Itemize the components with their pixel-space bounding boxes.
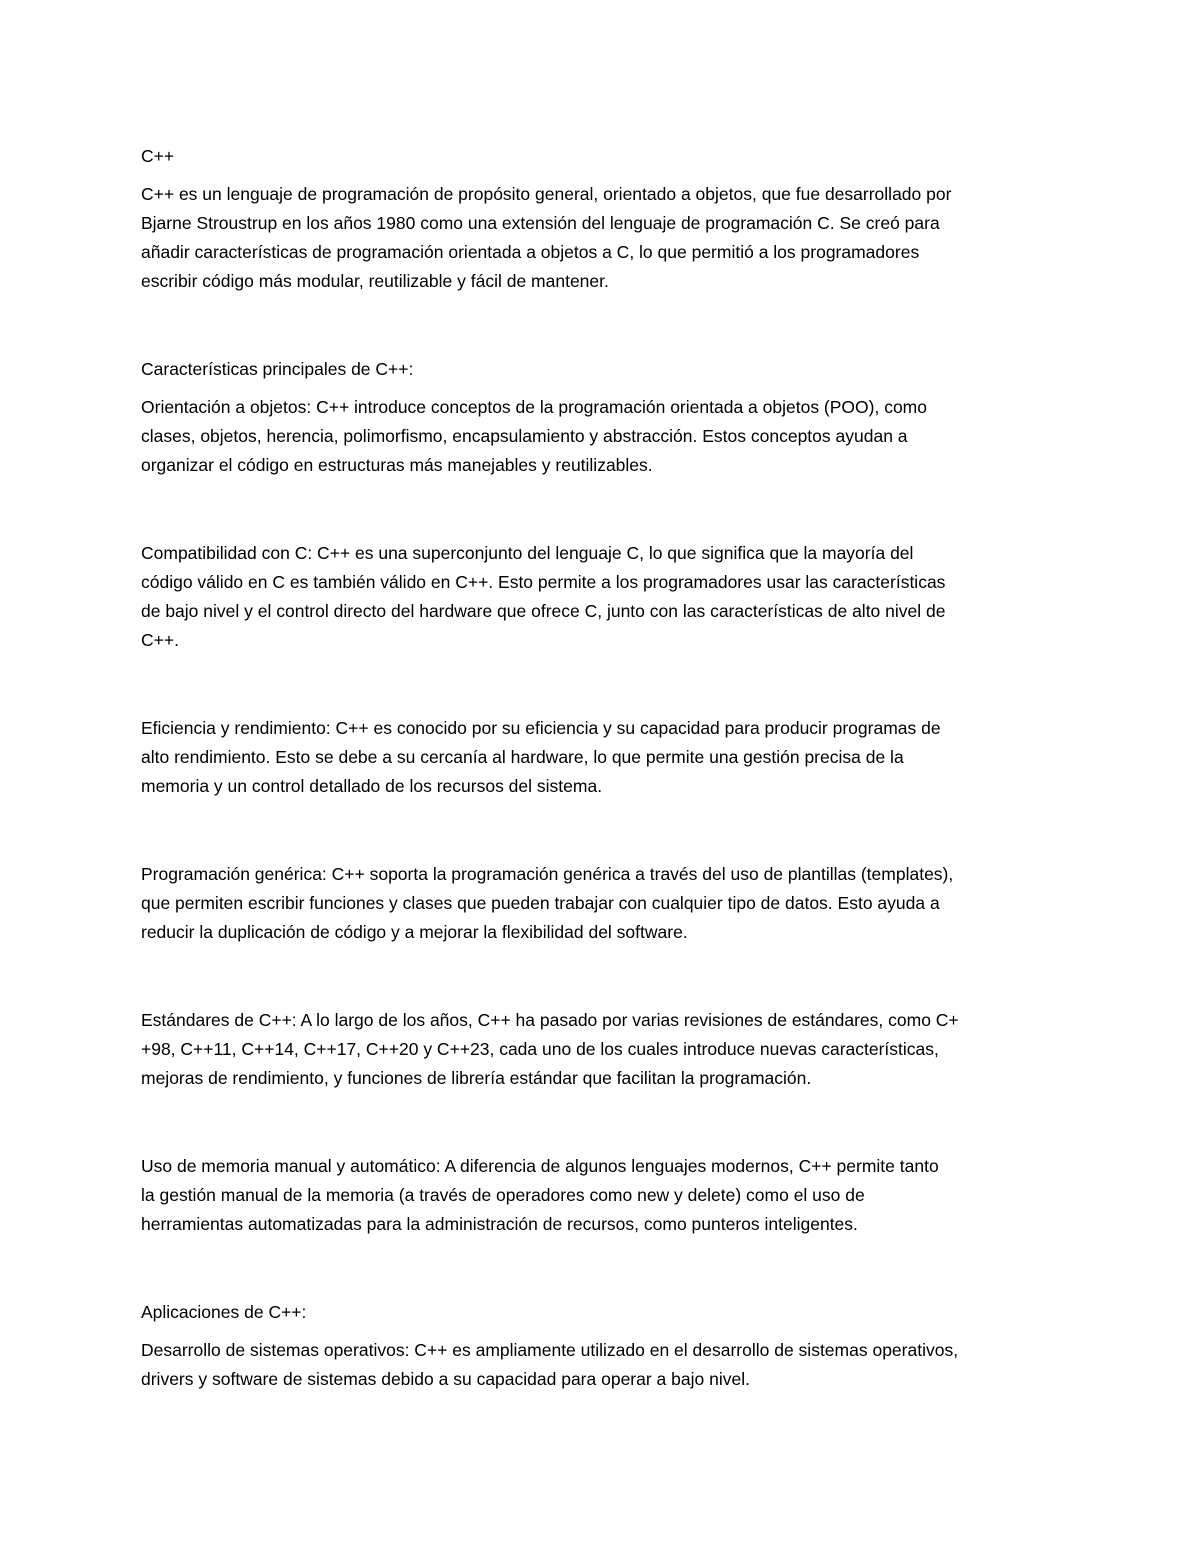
- paragraph-line: clases, objetos, herencia, polimorfismo, encapsulamiento y abstracción. Estos conceptos ayudan a: [141, 426, 908, 446]
- paragraph-line: alto rendimiento. Esto se debe a su cercanía al hardware, lo que permite una gestión precisa de la: [141, 747, 904, 767]
- feature-paragraph-memory: [141, 1152, 1063, 1239]
- paragraph-line: que permiten escribir funciones y clases que pueden trabajar con cualquier tipo de datos. Esto ayuda a: [141, 893, 940, 913]
- application-paragraph-os: [141, 1336, 1063, 1394]
- paragraph-line: Programación genérica: C++ soporta la programación genérica a través del uso de plantillas (templates),: [141, 864, 954, 884]
- paragraph-line: reducir la duplicación de código y a mejorar la flexibilidad del software.: [141, 922, 688, 942]
- applications-heading: Aplicaciones de C++:: [141, 1302, 307, 1322]
- paragraph-line: C++.: [141, 630, 179, 650]
- paragraph-line: código válido en C es también válido en C++. Esto permite a los programadores usar las características: [141, 572, 946, 592]
- paragraph-line: añadir características de programación orientada a objetos a C, lo que permitió a los programadores: [141, 242, 920, 262]
- paragraph-line: mejoras de rendimiento, y funciones de librería estándar que facilitan la programación.: [141, 1068, 812, 1088]
- feature-paragraph-efficiency: [141, 714, 1063, 801]
- paragraph-line: memoria y un control detallado de los recursos del sistema.: [141, 776, 603, 796]
- document-body: [141, 142, 1063, 1394]
- paragraph-line: escribir código más modular, reutilizable y fácil de mantener.: [141, 271, 609, 291]
- paragraph-line: Compatibilidad con C: C++ es una superconjunto del lenguaje C, lo que significa que la mayoría del: [141, 543, 914, 563]
- feature-paragraph-generic: [141, 860, 1063, 947]
- feature-paragraph-oop: [141, 393, 1063, 480]
- intro-paragraph: [141, 180, 1063, 296]
- paragraph-line: Desarrollo de sistemas operativos: C++ es ampliamente utilizado en el desarrollo de sistemas operativos,: [141, 1340, 959, 1360]
- paragraph-line: de bajo nivel y el control directo del hardware que ofrece C, junto con las características de alto nivel de: [141, 601, 946, 621]
- paragraph-line: Orientación a objetos: C++ introduce conceptos de la programación orientada a objetos (POO), como: [141, 397, 927, 417]
- paragraph-line: herramientas automatizadas para la administración de recursos, como punteros inteligentes.: [141, 1214, 858, 1234]
- feature-paragraph-standards: [141, 1006, 1063, 1093]
- paragraph-line: Bjarne Stroustrup en los años 1980 como una extensión del lenguaje de programación C. Se creó para: [141, 213, 940, 233]
- paragraph-line: +98, C++11, C++14, C++17, C++20 y C++23, cada uno de los cuales introduce nuevas características,: [141, 1039, 939, 1059]
- document-title: C++: [141, 146, 175, 166]
- paragraph-line: Uso de memoria manual y automático: A diferencia de algunos lenguajes modernos, C++ permite tanto: [141, 1156, 939, 1176]
- paragraph-line: Estándares de C++: A lo largo de los años, C++ ha pasado por varias revisiones de estándares, como C+: [141, 1010, 959, 1030]
- features-heading: Características principales de C++:: [141, 359, 414, 379]
- paragraph-line: drivers y software de sistemas debido a su capacidad para operar a bajo nivel.: [141, 1369, 750, 1389]
- paragraph-line: Eficiencia y rendimiento: C++ es conocido por su eficiencia y su capacidad para producir programas de: [141, 718, 941, 738]
- feature-paragraph-compatibility: [141, 539, 1063, 655]
- paragraph-line: organizar el código en estructuras más manejables y reutilizables.: [141, 455, 653, 475]
- paragraph-line: C++ es un lenguaje de programación de propósito general, orientado a objetos, que fue desarrollado por: [141, 184, 952, 204]
- paragraph-line: la gestión manual de la memoria (a través de operadores como new y delete) como el uso de: [141, 1185, 865, 1205]
